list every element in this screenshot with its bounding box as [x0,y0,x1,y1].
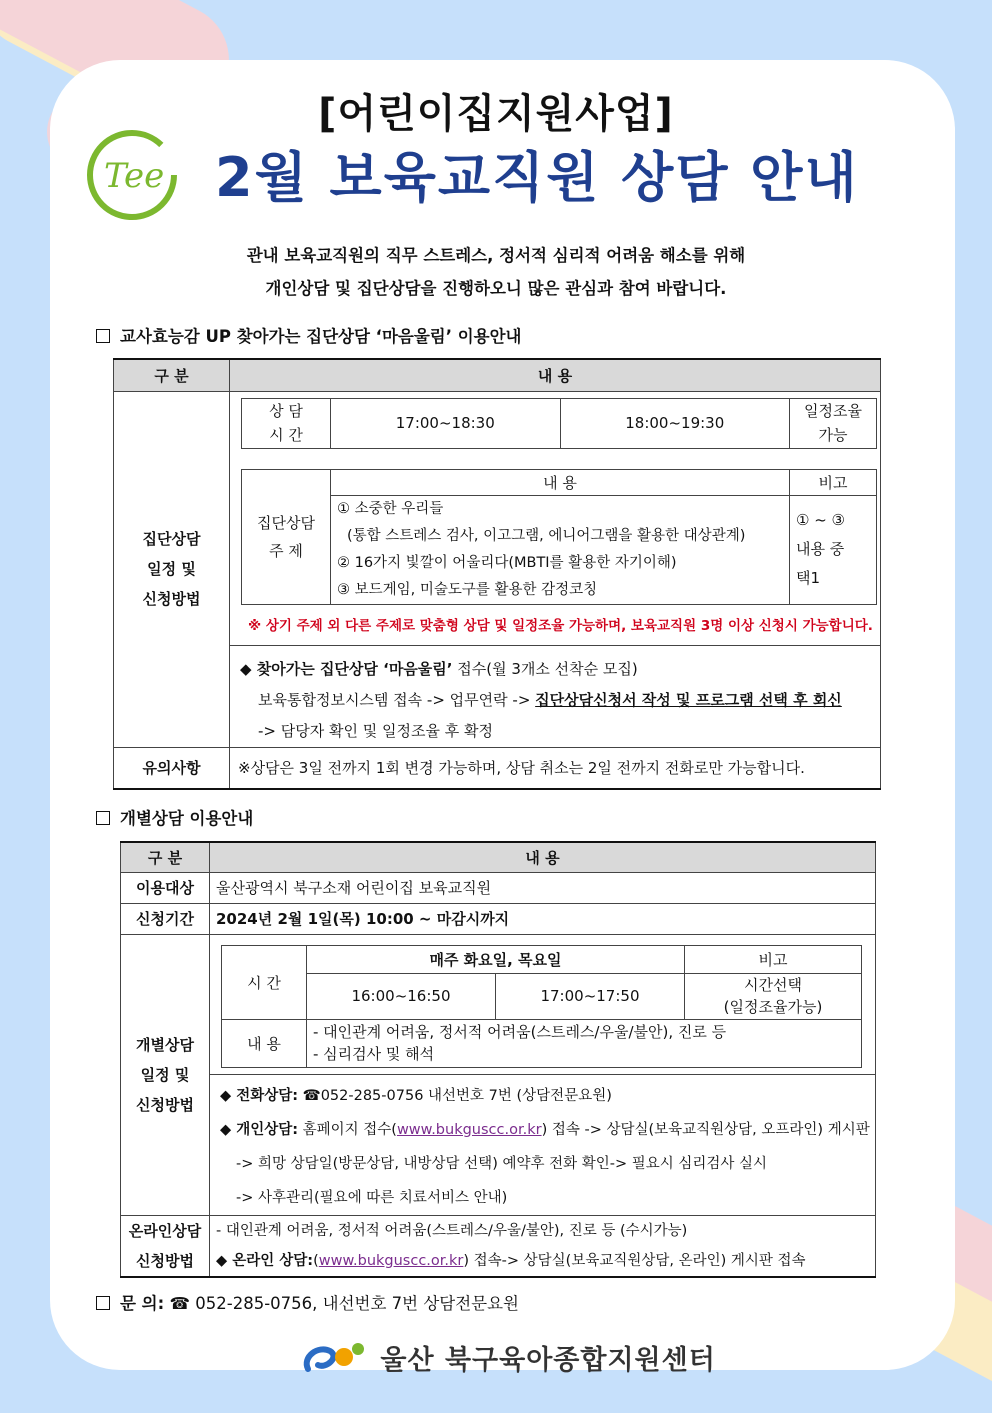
period-text: 2024년 2월 1일(목) 10:00 ~ 마감시까지 [210,903,876,934]
caution-text: ※상담은 3일 전까지 1회 변경 가능하며, 상담 취소는 2일 전까지 전화로만 가능합니다. [230,747,881,789]
online-label: 온라인상담 신청방법 [121,1215,210,1277]
col-header: 구 분 [114,359,230,391]
individual-apply-method: ◆ 전화상담: ☎052-285-0756 내선번호 7번 (상담전문요원) ◆ 개인상담: 홈페이지 접수(www.bukguscc.or.kr) 접속 -> 상담실(보육교직원상담, 오프라인) 게시판 -> 희망 상담일(방문상담, 내방상담 선택) 예약후 전화 확인-> 필요시 심리검사 실시 -> 사후관리(필요에 따른 치료서비스 안내) [210,1074,875,1215]
target-label: 이용대상 [121,872,210,903]
content-label: 내 용 [222,1019,307,1067]
row-label-group: 집단상담 일정 및 신청방법 [114,391,230,747]
topics-content-header: 내 용 [331,469,790,495]
contact-line: 문 의: ☎ 052-285-0756, 내선번호 7번 상담전문요원 [96,1290,519,1314]
content-items: - 대인관계 어려움, 정서적 어려움(스트레스/우울/불안), 진로 등 - 심리검사 및 해석 [307,1019,862,1067]
intro-line-2: 개인상담 및 집단상담을 진행하오니 많은 관심과 참여 바랍니다. [265,279,727,298]
schedule-label: 상 담 시 간 [242,398,331,448]
online-content: - 대인관계 어려움, 정서적 어려움(스트레스/우울/불안), 진로 등 (수시가능) ◆ 온라인 상담:(www.bukguscc.or.kr) 접속-> 상담실(보육교직원상담, 온라인) 게시판 접속 [210,1215,876,1277]
col-header: 구 분 [121,842,210,872]
topics-label: 집단상담 주 제 [242,469,331,604]
topic-item: (통합 스트레스 검사, 이고그램, 에니어그램을 활용한 대상관계) [347,527,746,544]
program-title: [어린이집지원사업] [318,91,674,137]
group-content-cell [230,391,881,747]
days-header: 매주 화요일, 목요일 [307,945,685,973]
topic-item: ① 소중한 우리들 [337,500,444,517]
tee-logo-icon [80,125,190,225]
schedule-slot-2: 18:00~19:30 [560,398,790,448]
target-text: 울산광역시 북구소재 어린이집 보육교직원 [210,872,876,903]
checkbox-square-icon [96,1296,110,1310]
custom-topic-note: ※ 상기 주제 외 다른 주제로 맞춤형 상담 및 일정조율 가능하며, 보육교직원 3명 이상 신청시 가능합니다. [248,617,873,634]
individual-content-cell [210,934,876,1215]
schedule-table [241,398,877,449]
remark-header: 비고 [685,945,862,973]
caution-label: 유의사항 [114,747,230,789]
org-logo-icon [300,1335,370,1379]
topics-table [241,469,877,605]
main-title: 2월 보육교직원 상담 안내 [215,146,859,209]
topic-item: ③ 보드게임, 미술도구를 활용한 감정코칭 [337,581,598,598]
homepage-link[interactable]: www.bukguscc.or.kr [396,1121,542,1138]
section1-title: 교사효능감 UP 찾아가는 집단상담 ‘마음울림’ 이용안내 [96,323,521,347]
content-header: 내 용 [230,359,881,391]
schedule-slot-1: 17:00~18:30 [331,398,561,448]
group-apply-method: ◆ 찾아가는 집단상담 ‘마음울림’ 접수(월 3개소 선착순 모집) 보육통합정보시스템 접속 -> 업무연락 -> 집단상담신청서 작성 및 프로그램 선택 후 회신 -> 담당자 확인 및 일정조율 후 확정 [230,645,880,747]
group-counseling-table [113,358,881,790]
section2-title: 개별상담 이용안내 [96,805,253,829]
schedule-note: 일정조율 가능 [790,398,877,448]
intro-line-1: 관내 보육교직원의 직무 스트레스, 정서적 심리적 어려움 해소를 위해 [246,246,746,265]
slot-2: 17:00~17:50 [495,973,684,1019]
individual-counseling-table [120,841,876,1278]
individual-schedule-table [221,945,862,1068]
online-link[interactable]: www.bukguscc.or.kr [318,1252,464,1269]
topics-remark-header: 비고 [790,469,877,495]
checkbox-square-icon [96,811,110,825]
logo-text: Tee [104,156,165,196]
period-label: 신청기간 [121,903,210,934]
footer-org [300,1335,716,1379]
slot-1: 16:00~16:50 [307,973,496,1019]
topics-remark: ① ~ ③ 내용 중 택1 [790,495,877,604]
row-label-individual: 개별상담 일정 및 신청방법 [121,934,210,1215]
checkbox-square-icon [96,329,110,343]
topics-list [331,495,790,604]
topic-item: ② 16가지 빛깔이 어울리다(MBTI를 활용한 자기이해) [337,554,677,571]
content-header: 내 용 [210,842,876,872]
time-label: 시 간 [222,945,307,1019]
slot-note: 시간선택 (일정조율가능) [685,973,862,1019]
org-name: 울산 북구육아종합지원센터 [380,1345,716,1376]
